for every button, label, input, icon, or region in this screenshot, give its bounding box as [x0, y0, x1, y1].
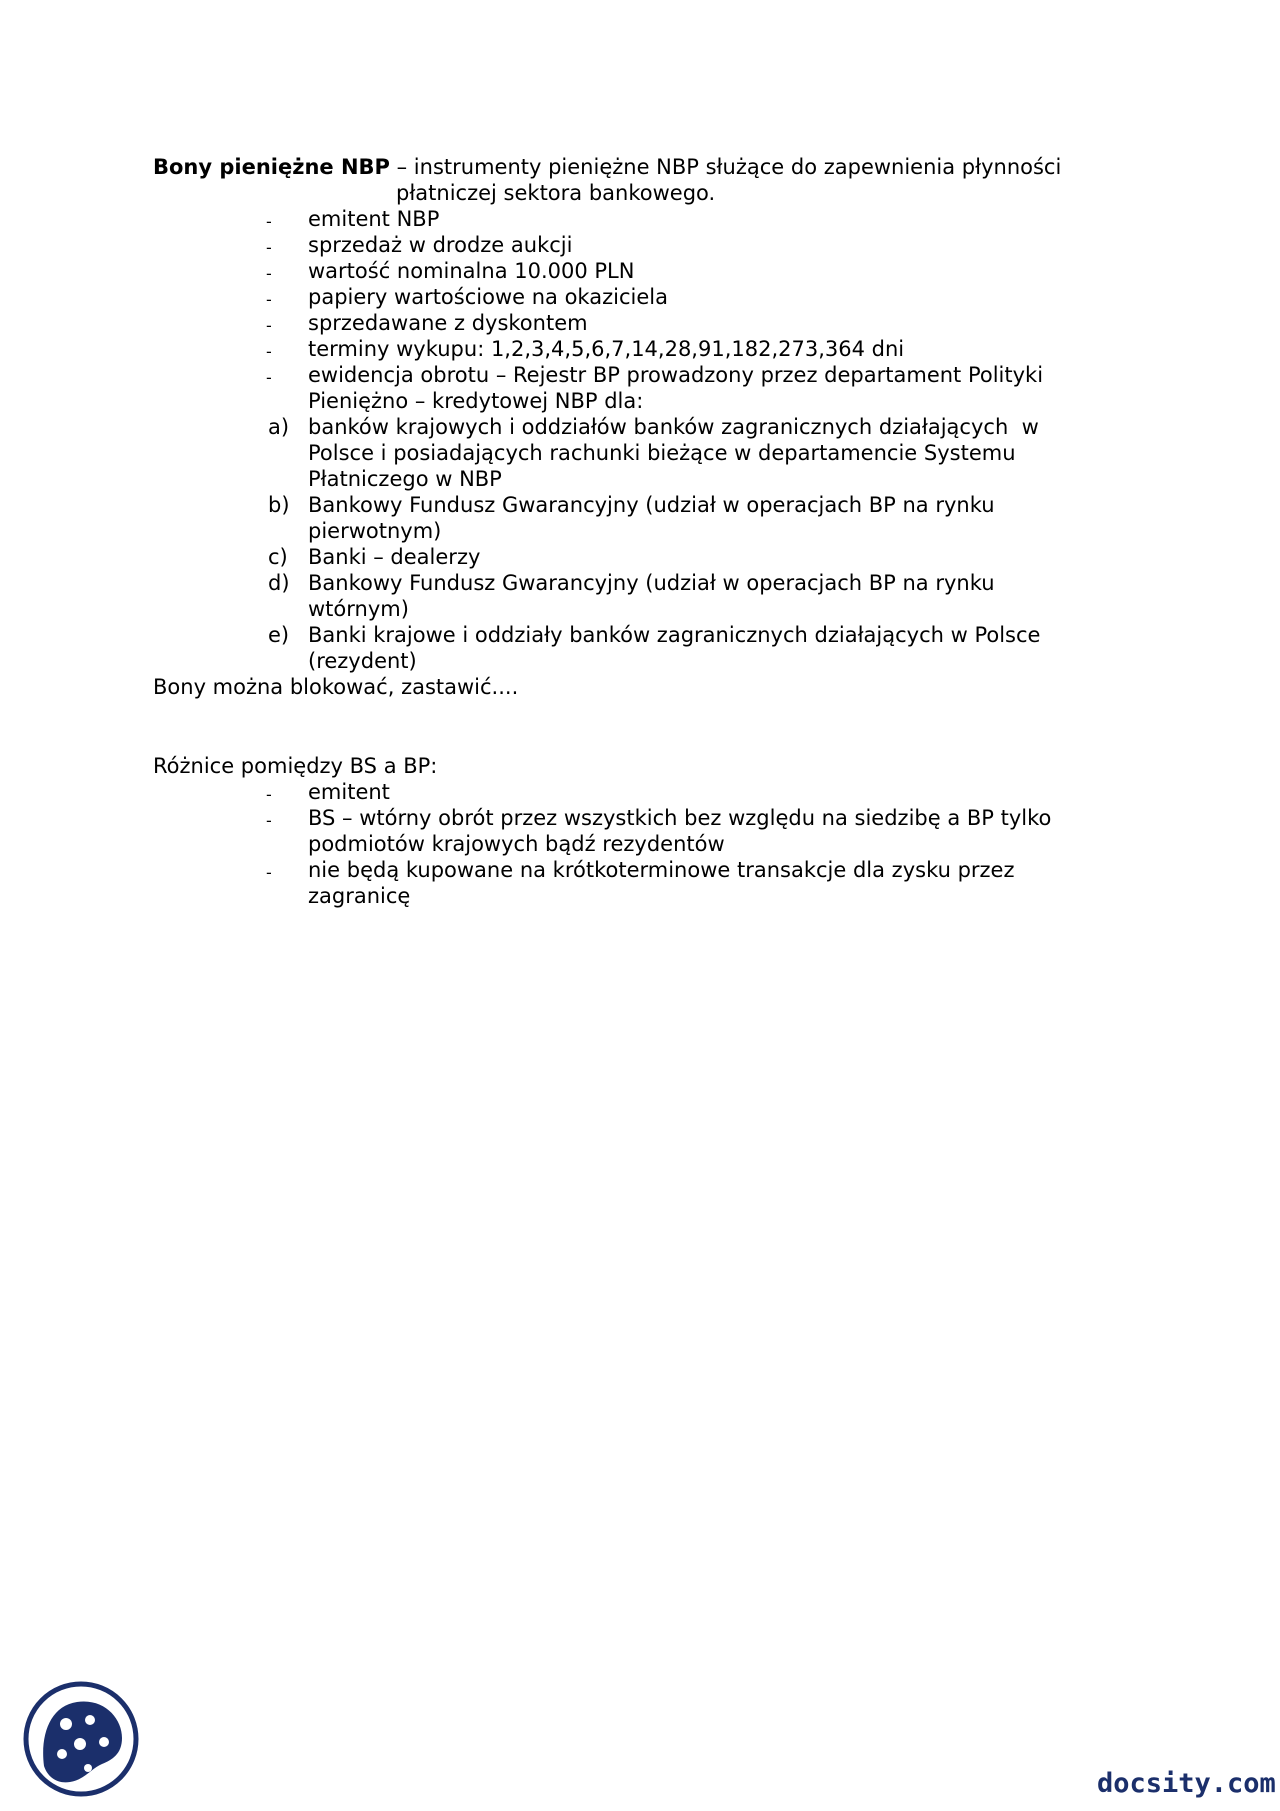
participant-line: (rezydent) — [308, 649, 417, 673]
participant-line: Bankowy Fundusz Gwarancyjny (udział w operacjach BP na rynku — [308, 571, 995, 595]
participant-line: Banki krajowe i oddziały banków zagranicznych działających w Polsce — [308, 623, 1041, 647]
difference-item: BS – wtórny obrót przez wszystkich bez względu na siedzibę a BP tylko — [308, 806, 1052, 830]
difference-item: emitent — [308, 780, 390, 804]
bullet-dash: - — [266, 264, 272, 283]
bullet-dash: - — [266, 238, 272, 257]
feature-item: wartość nominalna 10.000 PLN — [308, 259, 635, 283]
registry-line: Pieniężno – kredytowej NBP dla: — [308, 389, 644, 413]
participant-line: pierwotnym) — [308, 519, 442, 543]
docsity-brand-link[interactable]: docsity.com — [1097, 1768, 1276, 1799]
heading-continuation: płatniczej sektora bankowego. — [396, 181, 716, 205]
bullet-dash: - — [266, 368, 272, 387]
list-letter: a) — [268, 415, 290, 439]
participant-line: Bankowy Fundusz Gwarancyjny (udział w operacjach BP na rynku — [308, 493, 995, 517]
heading-definition: – instrumenty pieniężne NBP służące do zapewnienia płynności — [389, 155, 1062, 179]
feature-item: emitent NBP — [308, 207, 440, 231]
bullet-dash: - — [266, 290, 272, 309]
difference-item: podmiotów krajowych bądź rezydentów — [308, 832, 725, 856]
difference-item: nie będą kupowane na krótkoterminowe transakcje dla zysku przez — [308, 858, 1015, 882]
docsity-logo-icon[interactable] — [22, 1680, 140, 1798]
list-letter: e) — [268, 623, 290, 647]
participant-line: banków krajowych i oddziałów banków zagranicznych działających w — [308, 415, 1039, 439]
participant-line: Polsce i posiadających rachunki bieżące w departamencie Systemu — [308, 441, 1016, 465]
feature-item: sprzedaż w drodze aukcji — [308, 233, 573, 257]
bullet-dash: - — [266, 316, 272, 335]
differences-title: Różnice pomiędzy BS a BP: — [153, 754, 438, 778]
feature-item: sprzedawane z dyskontem — [308, 311, 588, 335]
registry-line: ewidencja obrotu – Rejestr BP prowadzony przez departament Polityki — [308, 363, 1044, 387]
bullet-dash: - — [266, 863, 272, 882]
feature-item: terminy wykupu: 1,2,3,4,5,6,7,14,28,91,182,273,364 dni — [308, 337, 905, 361]
feature-item: papiery wartościowe na okaziciela — [308, 285, 668, 309]
bullet-dash: - — [266, 342, 272, 361]
note-text: Bony można blokować, zastawić.... — [153, 675, 519, 699]
heading-term: Bony pieniężne NBP — [153, 155, 390, 179]
difference-item: zagranicę — [308, 884, 411, 908]
bullet-dash: - — [266, 785, 272, 804]
list-letter: c) — [268, 545, 288, 569]
list-letter: d) — [268, 571, 290, 595]
participant-line: wtórnym) — [308, 597, 409, 621]
heading-line — [153, 154, 1061, 180]
list-letter: b) — [268, 493, 290, 517]
bullet-dash: - — [266, 811, 272, 830]
participant-line: Banki – dealerzy — [308, 545, 481, 569]
bullet-dash: - — [266, 212, 272, 231]
participant-line: Płatniczego w NBP — [308, 467, 502, 491]
